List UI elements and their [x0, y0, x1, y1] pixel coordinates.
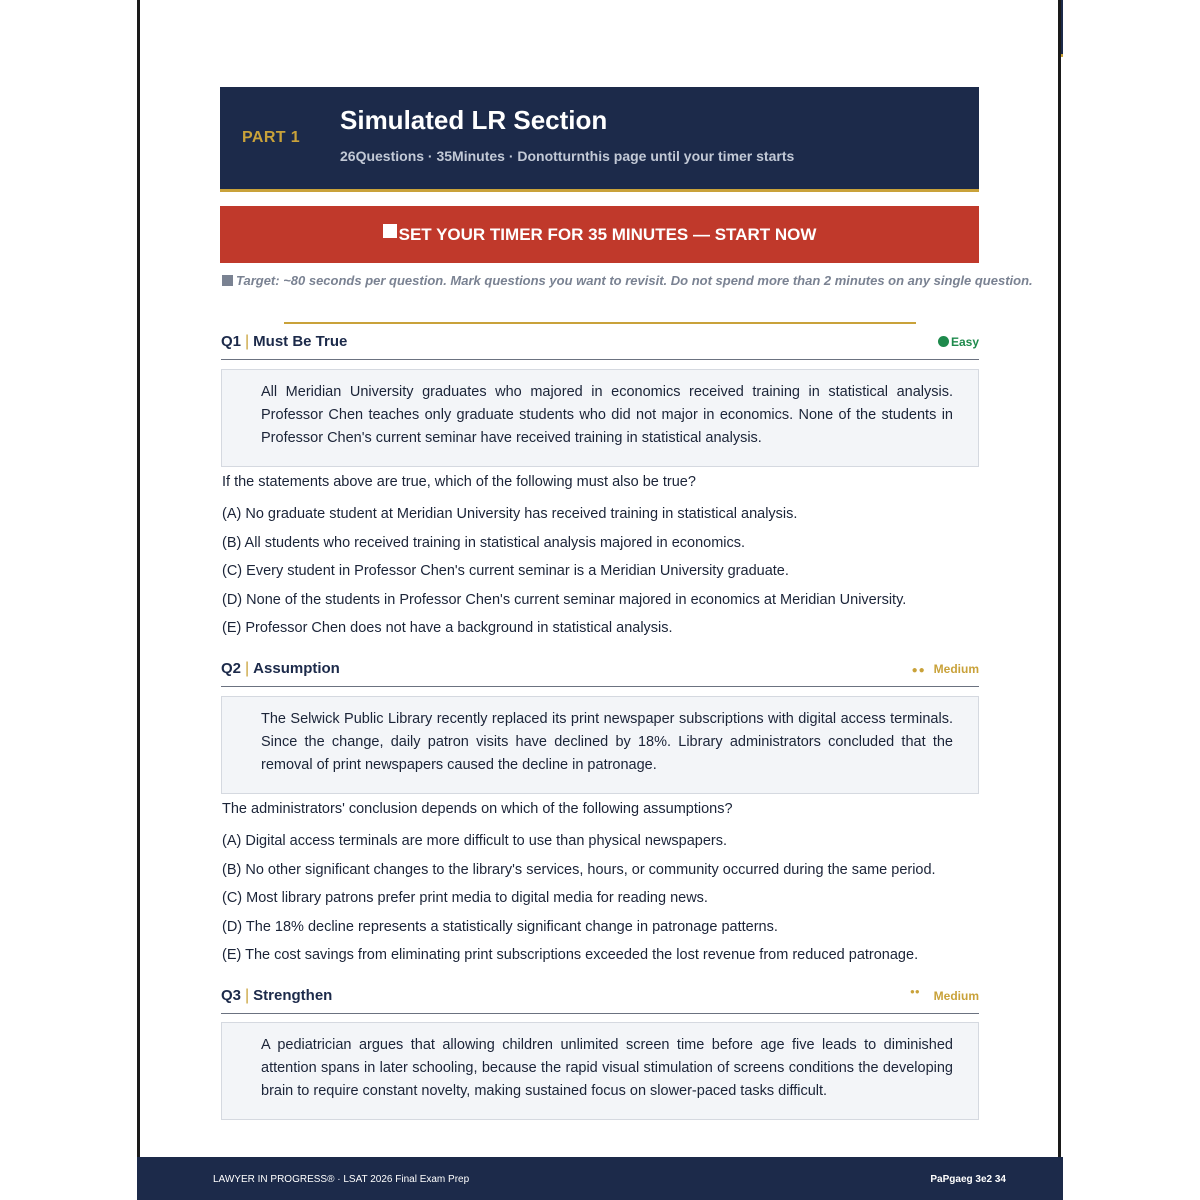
footer-left: LAWYER IN PROGRESS® · LSAT 2026 Final Exam Prep — [213, 1174, 470, 1185]
answer-choice[interactable]: (E) The cost savings from eliminating print subscriptions exceeded the lost revenue from reduced patronage. — [222, 947, 919, 963]
answer-choice[interactable]: (D) The 18% decline represents a statistically significant change in patronage patterns. — [222, 918, 778, 935]
answer-choice[interactable]: (B) All students who received training in statistical analysis majored in economics. — [222, 534, 746, 551]
section-header — [220, 87, 979, 192]
question-type: Must Be True — [253, 333, 348, 350]
answer-choice[interactable]: (B) No other significant changes to the library's services, hours, or community occurred during the same period. — [222, 861, 936, 878]
timer-banner — [220, 206, 979, 263]
section-title: Simulated LR Section — [340, 105, 608, 135]
answer-choice[interactable]: (A) No graduate student at Meridian University has received training in statistical analysis. — [222, 506, 798, 522]
question-number: Q3 — [221, 987, 242, 1004]
question-number: Q1 — [221, 333, 242, 350]
medium-dots-icon: ●● — [909, 987, 920, 996]
easy-dot-icon — [938, 336, 949, 347]
answer-choices-q1 — [222, 506, 906, 649]
answer-choice[interactable]: (D) None of the students in Professor Chen's current seminar majored in economics at Meridian University. — [222, 591, 907, 608]
question-header-q2 — [221, 660, 979, 687]
difficulty-label: Easy — [950, 335, 979, 349]
medium-dots-icon: ●● — [911, 665, 926, 676]
separator: | — [245, 987, 250, 1004]
answer-choice[interactable]: (C) Every student in Professor Chen's current seminar is a Meridian University graduate. — [222, 563, 789, 579]
question-type: Strengthen — [253, 987, 333, 1004]
question-header-q3 — [221, 987, 979, 1014]
target-note-text: Target: ~80 seconds per question. Mark questions you want to revisit. Do not spend more than 2 minutes on any single question. — [236, 273, 1033, 288]
page-number: PaPgaeg 3e2 34 — [930, 1174, 1006, 1185]
square-icon — [383, 224, 397, 238]
timer-text: SET YOUR TIMER FOR 35 MINUTES — START NOW — [398, 224, 817, 244]
stimulus-q2: The Selwick Public Library recently replaced its print newspaper subscriptions with digital access terminals. Since the change, daily patron visits have declined by 18%. Library administrators concluded that the removal of print newspapers caused the decline in patronage. — [221, 696, 979, 794]
answer-choices-q2 — [222, 833, 936, 976]
difficulty-badge — [912, 662, 979, 676]
section-subtitle: 26Questions · 35Minutes · Donotturnthis page until your timer starts — [340, 148, 795, 164]
question-stem-q1: If the statements above are true, which of the following must also be true? — [222, 474, 696, 490]
question-stem-q2: The administrators' conclusion depends on which of the following assumptions? — [222, 801, 733, 817]
stimulus-q3: A pediatrician argues that allowing children unlimited screen time before age five leads to diminished attention spans in later schooling, because the rapid visual stimulation of screens conditions the developing brain to require constant novelty, making sustained focus on slower-paced tasks difficult. — [221, 1022, 979, 1120]
square-icon — [222, 275, 233, 286]
part-label: PART 1 — [242, 129, 301, 146]
answer-choice[interactable]: (C) Most library patrons prefer print media to digital media for reading news. — [222, 890, 708, 906]
answer-choice[interactable]: (E) Professor Chen does not have a background in statistical analysis. — [222, 620, 673, 636]
question-type: Assumption — [253, 660, 340, 677]
question-number: Q2 — [221, 660, 242, 677]
target-note — [222, 273, 1033, 288]
difficulty-label: Medium — [933, 662, 979, 676]
separator: | — [245, 333, 250, 350]
difficulty-label: Medium — [933, 989, 979, 1003]
separator: | — [245, 660, 250, 677]
answer-choice[interactable]: (A) Digital access terminals are more difficult to use than physical newspapers. — [222, 833, 728, 849]
question-header-q1 — [221, 333, 979, 360]
difficulty-badge — [938, 335, 979, 349]
difficulty-badge — [910, 989, 979, 1003]
page-footer — [137, 1157, 1063, 1200]
divider — [284, 322, 916, 324]
stimulus-q1: All Meridian University graduates who majored in economics received training in statistical analysis. Professor Chen teaches only graduate students who did not major in economics. None of the students in Professor Chen's current seminar have received training in statistical analysis. — [221, 369, 979, 467]
